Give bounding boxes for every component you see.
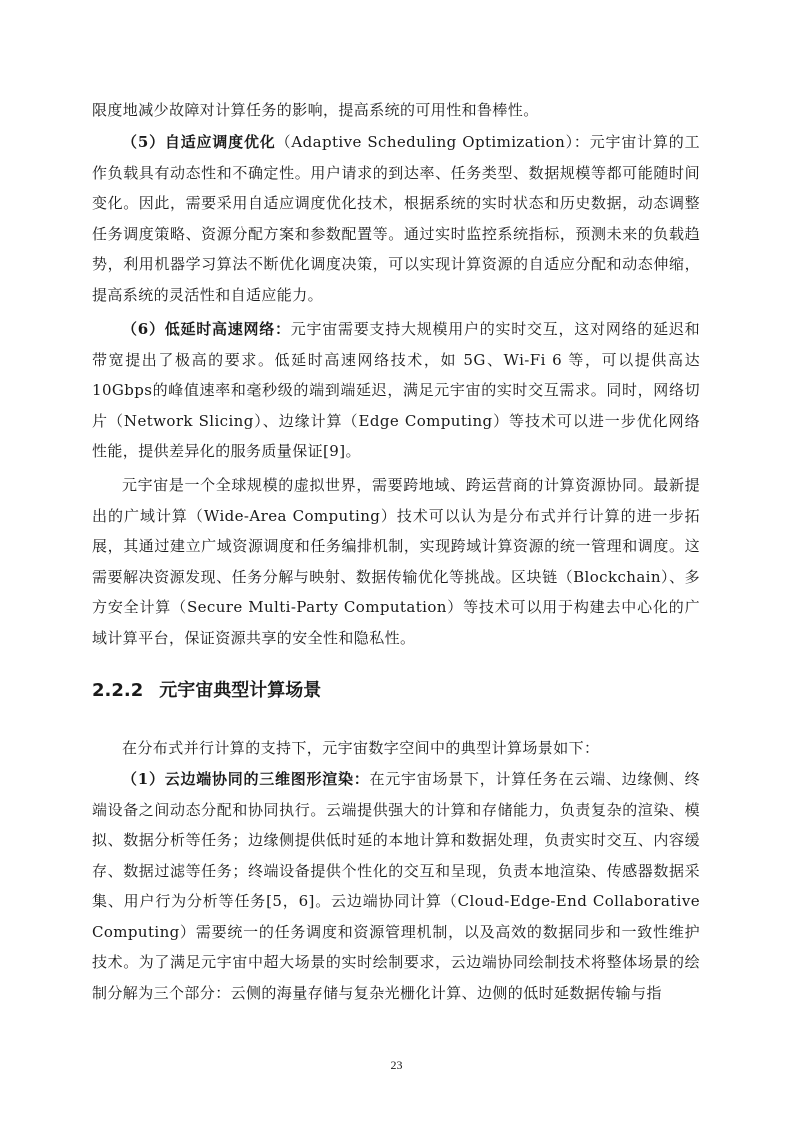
item-text-adaptive-scheduling: （Adaptive Scheduling Optimization）：元宇宙计算的工作负载具有动态性和不确定性。用户请求的到达率、任务类型、数据规模等都可能随时间变化。因此，需要采用自适应调度优化技术，根据系统的实时状态和历史数据，动态调整任务调度策略、资源分配方案和参数配置等。通过实时监控系统指标，预测未来的负载趋势，利用机器学习算法不断优化调度决策，可以实现计算资源的自适应分配和动态伸缩，提高系统的灵活性和自适应能力。 — [92, 133, 700, 304]
page-number: 23 — [390, 1058, 403, 1072]
paragraph-cloud-edge-rendering — [92, 764, 700, 1008]
item-text-low-latency-network: 元宇宙需要支持大规模用户的实时交互，这对网络的延迟和带宽提出了极高的要求。低延时高速网络技术，如 5G、Wi-Fi 6 等，可以提供高达10Gbps的峰值速率和毫秒级的端到端延迟，满足元宇宙的实时交互需求。同时，网络切片（Network Slicing）、边缘计算（Edge Computing）等技术可以进一步优化网络性能，提供差异化的服务质量保证[9]。 — [92, 320, 700, 460]
item-text-cloud-edge-rendering: 在元宇宙场景下，计算任务在云端、边缘侧、终端设备之间动态分配和协同执行。云端提供强大的计算和存储能力，负责复杂的渲染、模拟、数据分析等任务；边缘侧提供低时延的本地计算和数据处理，负责实时交互、内容缓存、数据过滤等任务；终端设备提供个性化的交互和呈现，负责本地渲染、传感器数据采集、用户行为分析等任务[5，6]。云边端协同计算（Cloud-Edge-End Collaborative Computing）需要统一的任务调度和资源管理机制，以及高效的数据同步和一致性维护技术。为了满足元宇宙中超大场景的实时绘制要求，云边端协同绘制技术将整体场景的绘制分解为三个部分：云侧的海量存储与复杂光栅化计算、边侧的低时延数据传输与指 — [92, 770, 701, 1002]
item-heading-adaptive-scheduling: （5）自适应调度优化 — [122, 133, 276, 151]
section-number: 2.2.2 — [92, 680, 144, 701]
paragraph-low-latency-network — [92, 314, 700, 467]
section-heading — [92, 676, 321, 706]
paragraph-intro-scenarios: 在分布式并行计算的支持下，元宇宙数字空间中的典型计算场景如下： — [122, 739, 600, 757]
paragraph-continuation: 限度地减少故障对计算任务的影响，提高系统的可用性和鲁棒性。 — [92, 101, 539, 119]
item-heading-cloud-edge-rendering: （1）云边端协同的三维图形渲染： — [122, 770, 370, 788]
item-heading-low-latency-network: （6）低延时高速网络： — [122, 320, 291, 338]
section-title: 元宇宙典型计算场景 — [159, 680, 322, 701]
paragraph-adaptive-scheduling — [92, 127, 700, 310]
paragraph-wide-area-computing: 元宇宙是一个全球规模的虚拟世界，需要跨地域、跨运营商的计算资源协同。最新提出的广域计算（Wide-Area Computing）技术可以认为是分布式并行计算的进一步拓展，其通过建立广域资源调度和任务编排机制，实现跨域计算资源的统一管理和调度。这需要解决资源发现、任务分解与映射、数据传输优化等挑战。区块链（Blockchain）、多方安全计算（Secure Multi-Party Computation）等技术可以用于构建去中心化的广域计算平台，保证资源共享的安全性和隐私性。 — [92, 476, 700, 647]
